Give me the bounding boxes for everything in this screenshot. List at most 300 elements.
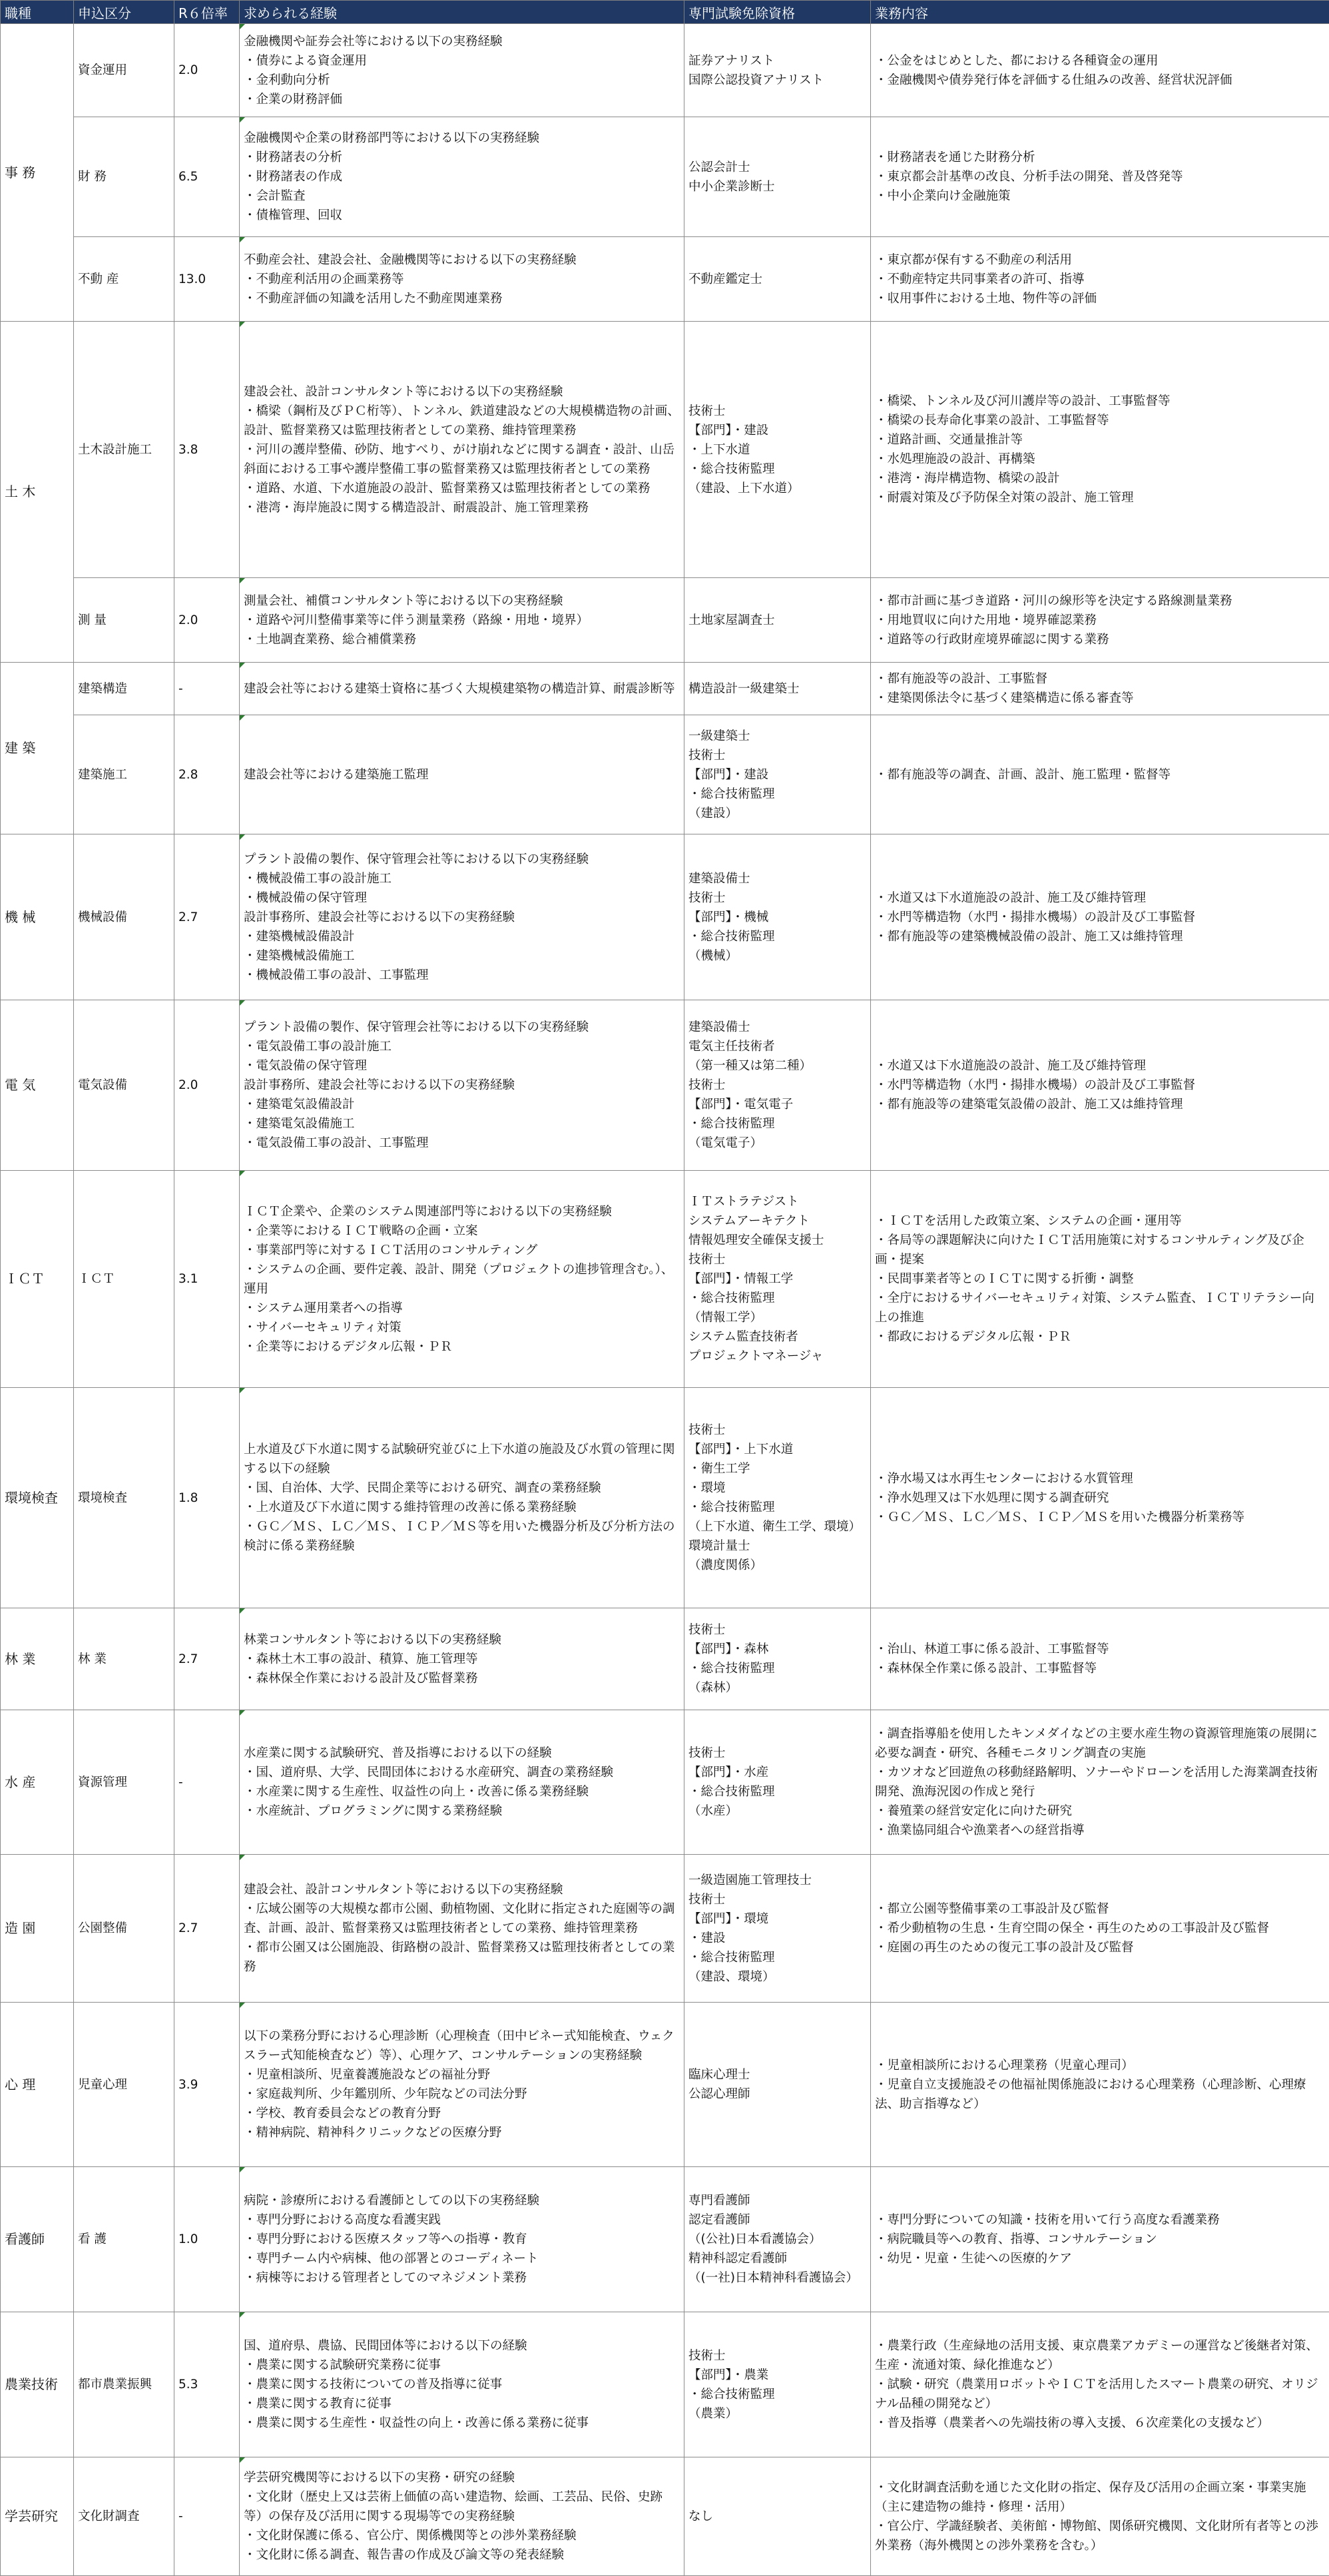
experience-cell bbox=[240, 117, 684, 237]
experience-line: ・サイバーセキュリティ対策 bbox=[244, 1318, 680, 1337]
experience-cell bbox=[240, 834, 684, 1000]
work-cell bbox=[871, 117, 1329, 237]
work-line: ・都有施設等の設計、工事監督 bbox=[875, 669, 1325, 689]
experience-line: ・建築電気設備設計 bbox=[244, 1095, 680, 1114]
ratio-cell: 1.0 bbox=[174, 2167, 240, 2312]
work-cell bbox=[871, 834, 1329, 1000]
work-line: ・都有施設等の建築電気設備の設計、施工又は維持管理 bbox=[875, 1095, 1325, 1114]
table-row bbox=[1, 1608, 1329, 1710]
table-row bbox=[1, 2003, 1329, 2167]
ratio-cell: 6.5 bbox=[174, 117, 240, 237]
work-cell bbox=[871, 24, 1329, 117]
table-row bbox=[1, 1710, 1329, 1855]
table-row bbox=[1, 237, 1329, 322]
experience-line: ・森林土木工事の設計、積算、施工管理等 bbox=[244, 1650, 680, 1669]
work-cell bbox=[871, 2003, 1329, 2167]
header-row bbox=[1, 1, 1329, 24]
qualification-line: （農業） bbox=[688, 2404, 866, 2423]
experience-line: ・道路、水道、下水道施設の設計、監督業務又は監理技術者としての業務 bbox=[244, 479, 680, 498]
experience-cell bbox=[240, 663, 684, 715]
ratio-cell: 5.3 bbox=[174, 2312, 240, 2457]
qualification-cell bbox=[684, 2003, 871, 2167]
qualification-cell bbox=[684, 834, 871, 1000]
experience-line: ・財務諸表の分析 bbox=[244, 148, 680, 167]
qualification-cell bbox=[684, 237, 871, 322]
work-line: ・都有施設等の建築機械設備の設計、施工又は維持管理 bbox=[875, 927, 1325, 946]
experience-line: ・土地調査業務、総合補償業務 bbox=[244, 630, 680, 649]
header-division: 申込区分 bbox=[74, 1, 174, 24]
qualification-line: ・環境 bbox=[688, 1478, 866, 1498]
experience-line: ・電気設備工事の設計、工事監理 bbox=[244, 1133, 680, 1153]
qualification-line: 技術士 bbox=[688, 888, 866, 908]
experience-line: ・文化財に係る調査、報告書の作成及び論文等の発表経験 bbox=[244, 2545, 680, 2565]
header-qualification: 専門試験免除資格 bbox=[684, 1, 871, 24]
experience-line: ・企業等におけるデジタル広報・ＰＲ bbox=[244, 1337, 680, 1357]
job-type-cell: 心 理 bbox=[1, 2003, 74, 2167]
experience-line: 建設会社等における建築士資格に基づく大規模建築物の構造計算、耐震診断等 bbox=[244, 679, 680, 699]
qualification-cell bbox=[684, 24, 871, 117]
ratio-cell: - bbox=[174, 1710, 240, 1855]
work-cell bbox=[871, 2457, 1329, 2576]
work-line: ・水門等構造物（水門・揚排水機場）の設計及び工事監督 bbox=[875, 1076, 1325, 1095]
ratio-cell: 13.0 bbox=[174, 237, 240, 322]
experience-line: 上水道及び下水道に関する試験研究並びに上下水道の施設及び水質の管理に関する以下の経験 bbox=[244, 1440, 680, 1478]
work-line: ・東京都が保有する不動産の利活用 bbox=[875, 250, 1325, 270]
work-line: ・道路等の行政財産境界確認に関する業務 bbox=[875, 630, 1325, 649]
qualification-line: 【部門】・農業 bbox=[688, 2366, 866, 2385]
experience-line: ・機械設備工事の設計、工事監理 bbox=[244, 966, 680, 985]
work-line: ・官公庁、学識経験者、美術館・博物館、関係研究機関、文化財所有者等との渉外業務（海外機関との渉外業務を含む。） bbox=[875, 2517, 1325, 2555]
division-cell: 建築施工 bbox=[74, 715, 174, 834]
work-cell bbox=[871, 237, 1329, 322]
qualification-line: 公認心理師 bbox=[688, 2085, 866, 2104]
experience-line: ＩＣＴ企業や、企業のシステム関連部門等における以下の実務経験 bbox=[244, 1202, 680, 1221]
experience-line: 病院・診療所における看護師としての以下の実務経験 bbox=[244, 2191, 680, 2210]
experience-line: ・建築電気設備施工 bbox=[244, 1114, 680, 1133]
experience-cell bbox=[240, 2457, 684, 2576]
qualification-line: 建築設備士 bbox=[688, 1018, 866, 1037]
job-type-cell: 看護師 bbox=[1, 2167, 74, 2312]
division-cell: 都市農業振興 bbox=[74, 2312, 174, 2457]
experience-line: ・農業に関する試験研究業務に従事 bbox=[244, 2356, 680, 2375]
qualification-line: 【部門】・電気電子 bbox=[688, 1095, 866, 1114]
qualification-line: 【部門】・水産 bbox=[688, 1763, 866, 1782]
qualification-cell bbox=[684, 322, 871, 578]
qualification-line: ・総合技術監理 bbox=[688, 1948, 866, 1967]
division-cell: 財 務 bbox=[74, 117, 174, 237]
experience-cell bbox=[240, 2167, 684, 2312]
experience-line: 測量会社、補償コンサルタント等における以下の実務経験 bbox=[244, 591, 680, 611]
division-cell: 資源管理 bbox=[74, 1710, 174, 1855]
table-row bbox=[1, 2167, 1329, 2312]
work-line: ・治山、林道工事に係る設計、工事監督等 bbox=[875, 1640, 1325, 1659]
qualification-line: ・総合技術監理 bbox=[688, 1498, 866, 1517]
qualification-line: ・総合技術監理 bbox=[688, 785, 866, 804]
experience-line: 不動産会社、建設会社、金融機関等における以下の実務経験 bbox=[244, 250, 680, 270]
experience-cell bbox=[240, 1171, 684, 1388]
work-cell bbox=[871, 322, 1329, 578]
experience-line: ・農業に関する生産性・収益性の向上・改善に係る業務に従事 bbox=[244, 2414, 680, 2433]
experience-cell bbox=[240, 2312, 684, 2457]
work-cell bbox=[871, 2312, 1329, 2457]
qualification-line: （建設） bbox=[688, 804, 866, 823]
qualification-line: （(一社)日本精神科看護協会） bbox=[688, 2268, 866, 2288]
table-row bbox=[1, 578, 1329, 663]
experience-line: ・企業等におけるＩＣＴ戦略の企画・立案 bbox=[244, 1221, 680, 1241]
qualification-line: 技術士 bbox=[688, 402, 866, 421]
table-row bbox=[1, 2457, 1329, 2576]
qualification-cell bbox=[684, 715, 871, 834]
experience-line: ・精神病院、精神科クリニックなどの医療分野 bbox=[244, 2123, 680, 2142]
ratio-cell: 2.7 bbox=[174, 834, 240, 1000]
ratio-cell: 2.7 bbox=[174, 1855, 240, 2003]
division-cell: 公園整備 bbox=[74, 1855, 174, 2003]
qualification-line: 技術士 bbox=[688, 1890, 866, 1909]
qualification-line: （上下水道、衛生工学、環境） bbox=[688, 1517, 866, 1536]
ratio-cell: 3.1 bbox=[174, 1171, 240, 1388]
qualification-line: 【部門】・建設 bbox=[688, 765, 866, 785]
work-line: ・収用事件における土地、物件等の評価 bbox=[875, 289, 1325, 308]
qualification-line: 【部門】・上下水道 bbox=[688, 1440, 866, 1459]
experience-line: 建設会社、設計コンサルタント等における以下の実務経験 bbox=[244, 1880, 680, 1899]
table-row bbox=[1, 2312, 1329, 2457]
experience-cell bbox=[240, 2003, 684, 2167]
qualification-line: 技術士 bbox=[688, 2346, 866, 2366]
qualification-line: ・総合技術監理 bbox=[688, 1114, 866, 1133]
experience-line: ・国、自治体、大学、民間企業等における研究、調査の業務経験 bbox=[244, 1478, 680, 1498]
table-row bbox=[1, 715, 1329, 834]
job-type-cell: 土 木 bbox=[1, 322, 74, 663]
division-cell: 文化財調査 bbox=[74, 2457, 174, 2576]
experience-line: 金融機関や証券会社等における以下の実務経験 bbox=[244, 32, 680, 51]
work-line: ・病院職員等への教育、指導、コンサルテーション bbox=[875, 2230, 1325, 2249]
experience-line: ・家庭裁判所、少年鑑別所、少年院などの司法分野 bbox=[244, 2085, 680, 2104]
qualification-line: 【部門】・建設 bbox=[688, 421, 866, 440]
table-row bbox=[1, 1855, 1329, 2003]
experience-cell bbox=[240, 1388, 684, 1608]
experience-line: プラント設備の製作、保守管理会社等における以下の実務経験 bbox=[244, 1018, 680, 1037]
experience-line: 林業コンサルタント等における以下の実務経験 bbox=[244, 1630, 680, 1650]
experience-line: ・機械設備の保守管理 bbox=[244, 888, 680, 908]
ratio-cell: 2.8 bbox=[174, 715, 240, 834]
experience-line: ・建築機械設備施工 bbox=[244, 946, 680, 966]
experience-line: ・建築機械設備設計 bbox=[244, 927, 680, 946]
experience-line: 設計事務所、建設会社等における以下の実務経験 bbox=[244, 908, 680, 927]
job-type-cell: 造 園 bbox=[1, 1855, 74, 2003]
qualification-line: （濃度関係） bbox=[688, 1556, 866, 1575]
qualification-line: 公認会計士 bbox=[688, 158, 866, 177]
experience-line: ・国、道府県、大学、民間団体における水産研究、調査の業務経験 bbox=[244, 1763, 680, 1782]
qualification-line: ・建設 bbox=[688, 1929, 866, 1948]
experience-cell bbox=[240, 237, 684, 322]
experience-line: ・会計監査 bbox=[244, 186, 680, 206]
experience-line: ・システムの企画、要件定義、設計、開発（プロジェクトの進捗管理含む。）、運用 bbox=[244, 1260, 680, 1299]
experience-line: ・橋梁（鋼桁及びＰＣ桁等）、トンネル、鉄道建設などの大規模構造物の計画、 bbox=[244, 402, 680, 421]
division-cell: 林 業 bbox=[74, 1608, 174, 1710]
work-line: ・都政におけるデジタル広報・ＰＲ bbox=[875, 1327, 1325, 1347]
work-line: ・橋梁、トンネル及び河川護岸等の設計、工事監督等 bbox=[875, 392, 1325, 411]
qualification-cell bbox=[684, 1608, 871, 1710]
experience-cell bbox=[240, 1855, 684, 2003]
qualification-line: 国際公認投資アナリスト bbox=[688, 71, 866, 90]
division-cell: 電気設備 bbox=[74, 1000, 174, 1171]
qualification-line: ＩＴストラテジスト bbox=[688, 1192, 866, 1211]
qualification-line: （(公社)日本看護協会） bbox=[688, 2230, 866, 2249]
job-type-cell: ＩＣＴ bbox=[1, 1171, 74, 1388]
work-line: ・金融機関や債券発行体を評価する仕組みの改善、経営状況評価 bbox=[875, 71, 1325, 90]
qualification-line: 証券アナリスト bbox=[688, 51, 866, 71]
table-body bbox=[1, 24, 1329, 2576]
experience-line: ・財務諸表の作成 bbox=[244, 167, 680, 186]
experience-line: 設計、監督業務又は監理技術者としての業務、維持管理業務 bbox=[244, 421, 680, 440]
work-cell bbox=[871, 1388, 1329, 1608]
job-type-cell: 事 務 bbox=[1, 24, 74, 322]
work-line: ・漁業協同組合や漁業者への経営指導 bbox=[875, 1821, 1325, 1840]
qualification-line: （建設、環境） bbox=[688, 1967, 866, 1987]
job-type-cell: 機 械 bbox=[1, 834, 74, 1000]
ratio-cell: 2.0 bbox=[174, 578, 240, 663]
work-line: ・希少動植物の生息・生育空間の保全・再生のための工事設計及び監督 bbox=[875, 1919, 1325, 1938]
work-line: ・水道又は下水道施設の設計、施工及び維持管理 bbox=[875, 1056, 1325, 1076]
header-ratio: R６倍率 bbox=[174, 1, 240, 24]
qualification-line: 技術士 bbox=[688, 1421, 866, 1440]
experience-line: ・文化財保護に係る、官公庁、関係機関等との渉外業務経験 bbox=[244, 2526, 680, 2545]
qualification-line: ・総合技術監理 bbox=[688, 1659, 866, 1678]
work-line: ・幼児・児童・生徒への医療的ケア bbox=[875, 2249, 1325, 2268]
experience-line: ・広域公園等の大規模な都市公園、動植物園、文化財に指定された庭園等の調査、計画、設計、監督業務又は監理技術者としての業務、維持管理業務 bbox=[244, 1899, 680, 1938]
work-line: ・不動産特定共同事業者の許可、指導 bbox=[875, 270, 1325, 289]
division-cell: 児童心理 bbox=[74, 2003, 174, 2167]
qualification-line: システム監査技術者 bbox=[688, 1327, 866, 1347]
table-row bbox=[1, 663, 1329, 715]
qualification-line: 精神科認定看護師 bbox=[688, 2249, 866, 2268]
work-line: ・水処理施設の設計、再構築 bbox=[875, 450, 1325, 469]
qualification-line: ・総合技術監理 bbox=[688, 460, 866, 479]
work-line: ・公金をはじめとした、都における各種資金の運用 bbox=[875, 51, 1325, 71]
qualification-line: 情報処理安全確保支援士 bbox=[688, 1231, 866, 1250]
division-cell: 看 護 bbox=[74, 2167, 174, 2312]
qualification-cell bbox=[684, 2457, 871, 2576]
table-row bbox=[1, 24, 1329, 117]
work-cell bbox=[871, 578, 1329, 663]
work-cell bbox=[871, 1855, 1329, 2003]
qualification-line: 臨床心理士 bbox=[688, 2065, 866, 2085]
experience-line: ・システム運用業者への指導 bbox=[244, 1299, 680, 1318]
qualification-line: 【部門】・環境 bbox=[688, 1909, 866, 1929]
qualification-line: 電気主任技術者 bbox=[688, 1037, 866, 1056]
experience-line: プラント設備の製作、保守管理会社等における以下の実務経験 bbox=[244, 850, 680, 869]
experience-cell bbox=[240, 1000, 684, 1171]
ratio-cell: 2.7 bbox=[174, 1608, 240, 1710]
qualification-line: 【部門】・森林 bbox=[688, 1640, 866, 1659]
qualification-line: ・総合技術監理 bbox=[688, 1782, 866, 1801]
work-line: ・道路計画、交通量推計等 bbox=[875, 430, 1325, 450]
experience-line: ・児童相談所、児童養護施設などの福祉分野 bbox=[244, 2065, 680, 2085]
table-row bbox=[1, 1000, 1329, 1171]
experience-line: ・不動産評価の知識を活用した不動産関連業務 bbox=[244, 289, 680, 308]
work-line: ・ＩＣＴを活用した政策立案、システムの企画・運用等 bbox=[875, 1211, 1325, 1231]
work-line: ・港湾・海岸構造物、橋梁の設計 bbox=[875, 469, 1325, 488]
experience-line: ・農業に関する教育に従事 bbox=[244, 2394, 680, 2414]
table-row bbox=[1, 117, 1329, 237]
header-work: 業務内容 bbox=[871, 1, 1329, 24]
experience-line: ・森林保全作業における設計及び監督業務 bbox=[244, 1669, 680, 1688]
work-cell bbox=[871, 1000, 1329, 1171]
experience-line: ・機械設備工事の設計施工 bbox=[244, 869, 680, 888]
division-cell: 測 量 bbox=[74, 578, 174, 663]
experience-line: ・債権管理、回収 bbox=[244, 206, 680, 225]
qualification-line: ・衛生工学 bbox=[688, 1459, 866, 1478]
qualification-line: 技術士 bbox=[688, 1076, 866, 1095]
table-row bbox=[1, 834, 1329, 1000]
experience-line: ・金利動向分析 bbox=[244, 71, 680, 90]
experience-line: ・専門チーム内や病棟、他の部署とのコーディネート bbox=[244, 2249, 680, 2268]
job-type-cell: 林 業 bbox=[1, 1608, 74, 1710]
experience-line: ・病棟等における管理者としてのマネジメント業務 bbox=[244, 2268, 680, 2288]
work-cell bbox=[871, 2167, 1329, 2312]
work-line: ・森林保全作業に係る設計、工事監督等 bbox=[875, 1659, 1325, 1678]
work-line: ・庭園の再生のための復元工事の設計及び監督 bbox=[875, 1938, 1325, 1957]
experience-cell bbox=[240, 715, 684, 834]
experience-line: ・水産統計、プログラミングに関する業務経験 bbox=[244, 1801, 680, 1821]
experience-line: ・上水道及び下水道に関する維持管理の改善に係る業務経験 bbox=[244, 1498, 680, 1517]
experience-cell bbox=[240, 578, 684, 663]
experience-line: ・学校、教育委員会などの教育分野 bbox=[244, 2104, 680, 2123]
experience-line: ・農業に関する技術についての普及指導に従事 bbox=[244, 2375, 680, 2394]
qualification-cell bbox=[684, 1171, 871, 1388]
qualification-line: システムアーキテクト bbox=[688, 1211, 866, 1231]
qualification-line: 技術士 bbox=[688, 1744, 866, 1763]
ratio-cell: 2.0 bbox=[174, 1000, 240, 1171]
experience-line: ・ＧＣ／ＭＳ、ＬＣ／ＭＳ、ＩＣＰ／ＭＳ等を用いた機器分析及び分析方法の検討に係る業務経験 bbox=[244, 1517, 680, 1556]
table-row bbox=[1, 1171, 1329, 1388]
qualification-line: （情報工学） bbox=[688, 1308, 866, 1327]
qualification-line: （森林） bbox=[688, 1678, 866, 1698]
work-line: ・耐震対策及び予防保全対策の設計、施工管理 bbox=[875, 488, 1325, 507]
work-line: ・浄水処理又は下水処理に関する調査研究 bbox=[875, 1488, 1325, 1508]
experience-line: 建設会社等における建築施工監理 bbox=[244, 765, 680, 785]
table-row bbox=[1, 1388, 1329, 1608]
experience-line: 金融機関や企業の財務部門等における以下の実務経験 bbox=[244, 129, 680, 148]
qualification-line: （機械） bbox=[688, 946, 866, 966]
experience-line: 建設会社、設計コンサルタント等における以下の実務経験 bbox=[244, 382, 680, 402]
ratio-cell: 2.0 bbox=[174, 24, 240, 117]
work-line: ・カツオなど回遊魚の移動経路解明、ソナーやドローンを活用した海業調査技術開発、漁海況図の作成と発行 bbox=[875, 1763, 1325, 1801]
experience-line: ・企業の財務評価 bbox=[244, 90, 680, 109]
work-line: ・ＧＣ／ＭＳ、ＬＣ／ＭＳ、ＩＣＰ／ＭＳを用いた機器分析業務等 bbox=[875, 1508, 1325, 1527]
work-line: ・建築関係法令に基づく建築構造に係る審査等 bbox=[875, 689, 1325, 708]
work-cell bbox=[871, 1608, 1329, 1710]
work-cell bbox=[871, 715, 1329, 834]
job-type-cell: 水 産 bbox=[1, 1710, 74, 1855]
work-line: ・橋梁の長寿命化事業の設計、工事監督等 bbox=[875, 411, 1325, 430]
qualification-cell bbox=[684, 2167, 871, 2312]
qualification-line: 一級造園施工管理技士 bbox=[688, 1871, 866, 1890]
work-cell bbox=[871, 1710, 1329, 1855]
experience-line: ・港湾・海岸施設に関する構造設計、耐震設計、施工管理業務 bbox=[244, 498, 680, 517]
experience-line: 以下の業務分野における心理診断（心理検査（田中ビネー式知能検査、ウェクスラー式知能検査など）等）、心理ケア、コンサルテーションの実務経験 bbox=[244, 2027, 680, 2065]
qualification-line: 認定看護師 bbox=[688, 2210, 866, 2230]
ratio-cell: 3.9 bbox=[174, 2003, 240, 2167]
job-type-cell: 電 気 bbox=[1, 1000, 74, 1171]
work-line: ・都市計画に基づき道路・河川の線形等を決定する路線測量業務 bbox=[875, 591, 1325, 611]
qualification-cell bbox=[684, 2312, 871, 2457]
qualification-line: 土地家屋調査士 bbox=[688, 611, 866, 630]
work-line: ・用地買収に向けた用地・境界確認業務 bbox=[875, 611, 1325, 630]
qualification-line: 一級建築士 bbox=[688, 727, 866, 746]
qualification-line: 【部門】・機械 bbox=[688, 908, 866, 927]
work-line: ・専門分野についての知識・技術を用いて行う高度な看護業務 bbox=[875, 2210, 1325, 2230]
work-line: ・農業行政（生産緑地の活用支援、東京農業アカデミーの運営など後継者対策、生産・流通対策、緑化推進など） bbox=[875, 2336, 1325, 2375]
division-cell: 資金運用 bbox=[74, 24, 174, 117]
work-line: ・全庁におけるサイバーセキュリティ対策、システム監査、ＩＣＴリテラシー向上の推進 bbox=[875, 1289, 1325, 1327]
work-line: ・水道又は下水道施設の設計、施工及び維持管理 bbox=[875, 888, 1325, 908]
division-cell: 建築構造 bbox=[74, 663, 174, 715]
header-job-type: 職種 bbox=[1, 1, 74, 24]
experience-line: ・道路や河川整備事業等に伴う測量業務（路線・用地・境界） bbox=[244, 611, 680, 630]
work-line: ・養殖業の経営安定化に向けた研究 bbox=[875, 1801, 1325, 1821]
work-line: ・都有施設等の調査、計画、設計、施工監理・監督等 bbox=[875, 765, 1325, 785]
job-type-cell: 建 築 bbox=[1, 663, 74, 834]
experience-line: ・文化財（歴史上又は芸術上価値の高い建造物、絵画、工芸品、民俗、史跡等）の保存及び活用に関する現場等での実務経験 bbox=[244, 2487, 680, 2526]
qualification-line: 技術士 bbox=[688, 1620, 866, 1640]
qualification-line: ・総合技術監理 bbox=[688, 1289, 866, 1308]
work-line: ・東京都会計基準の改良、分析手法の開発、普及啓発等 bbox=[875, 167, 1325, 186]
experience-line: ・都市公園又は公園施設、街路樹の設計、監督業務又は監理技術者としての業務 bbox=[244, 1938, 680, 1977]
qualification-line: 不動産鑑定士 bbox=[688, 270, 866, 289]
qualification-line: （建設、上下水道） bbox=[688, 479, 866, 498]
qualification-line: 構造設計一級建築士 bbox=[688, 679, 866, 699]
experience-cell bbox=[240, 1710, 684, 1855]
qualification-line: 技術士 bbox=[688, 1250, 866, 1269]
work-cell bbox=[871, 663, 1329, 715]
division-cell: 機械設備 bbox=[74, 834, 174, 1000]
work-cell bbox=[871, 1171, 1329, 1388]
qualification-line: 専門看護師 bbox=[688, 2191, 866, 2210]
qualification-cell bbox=[684, 1710, 871, 1855]
work-line: ・都立公園等整備事業の工事設計及び監督 bbox=[875, 1899, 1325, 1919]
ratio-cell: - bbox=[174, 2457, 240, 2576]
job-type-cell: 学芸研究 bbox=[1, 2457, 74, 2576]
division-cell: 土木設計施工 bbox=[74, 322, 174, 578]
qualification-cell bbox=[684, 1388, 871, 1608]
work-line: ・財務諸表を通じた財務分析 bbox=[875, 148, 1325, 167]
qualification-line: なし bbox=[688, 2507, 866, 2526]
job-type-cell: 農業技術 bbox=[1, 2312, 74, 2457]
experience-line: ・債券による資金運用 bbox=[244, 51, 680, 71]
experience-line: ・河川の護岸整備、砂防、地すべり、がけ崩れなどに関する調査・設計、山岳 bbox=[244, 440, 680, 460]
division-cell: ＩＣＴ bbox=[74, 1171, 174, 1388]
experience-line: 国、道府県、農協、民間団体等における以下の経験 bbox=[244, 2336, 680, 2356]
qualification-line: ・総合技術監理 bbox=[688, 927, 866, 946]
qualification-cell bbox=[684, 117, 871, 237]
experience-cell bbox=[240, 322, 684, 578]
ratio-cell: 1.8 bbox=[174, 1388, 240, 1608]
job-type-cell: 環境検査 bbox=[1, 1388, 74, 1608]
work-line: ・民間事業者等とのＩＣＴに関する折衝・調整 bbox=[875, 1269, 1325, 1289]
experience-line: ・不動産利活用の企画業務等 bbox=[244, 270, 680, 289]
work-line: ・児童相談所における心理業務（児童心理司） bbox=[875, 2056, 1325, 2075]
experience-line: ・電気設備の保守管理 bbox=[244, 1056, 680, 1076]
qualification-line: 【部門】・情報工学 bbox=[688, 1269, 866, 1289]
work-line: ・試験・研究（農業用ロボットやＩＣＴを活用したスマート農業の研究、オリジナル品種の開発など） bbox=[875, 2375, 1325, 2414]
experience-line: ・電気設備工事の設計施工 bbox=[244, 1037, 680, 1056]
qualification-line: 技術士 bbox=[688, 746, 866, 765]
experience-cell bbox=[240, 1608, 684, 1710]
experience-line: ・事業部門等に対するＩＣＴ活用のコンサルティング bbox=[244, 1241, 680, 1260]
work-line: ・各局等の課題解決に向けたＩＣＴ活用施策に対するコンサルティング及び企画・提案 bbox=[875, 1231, 1325, 1269]
work-line: ・浄水場又は水再生センターにおける水質管理 bbox=[875, 1469, 1325, 1488]
